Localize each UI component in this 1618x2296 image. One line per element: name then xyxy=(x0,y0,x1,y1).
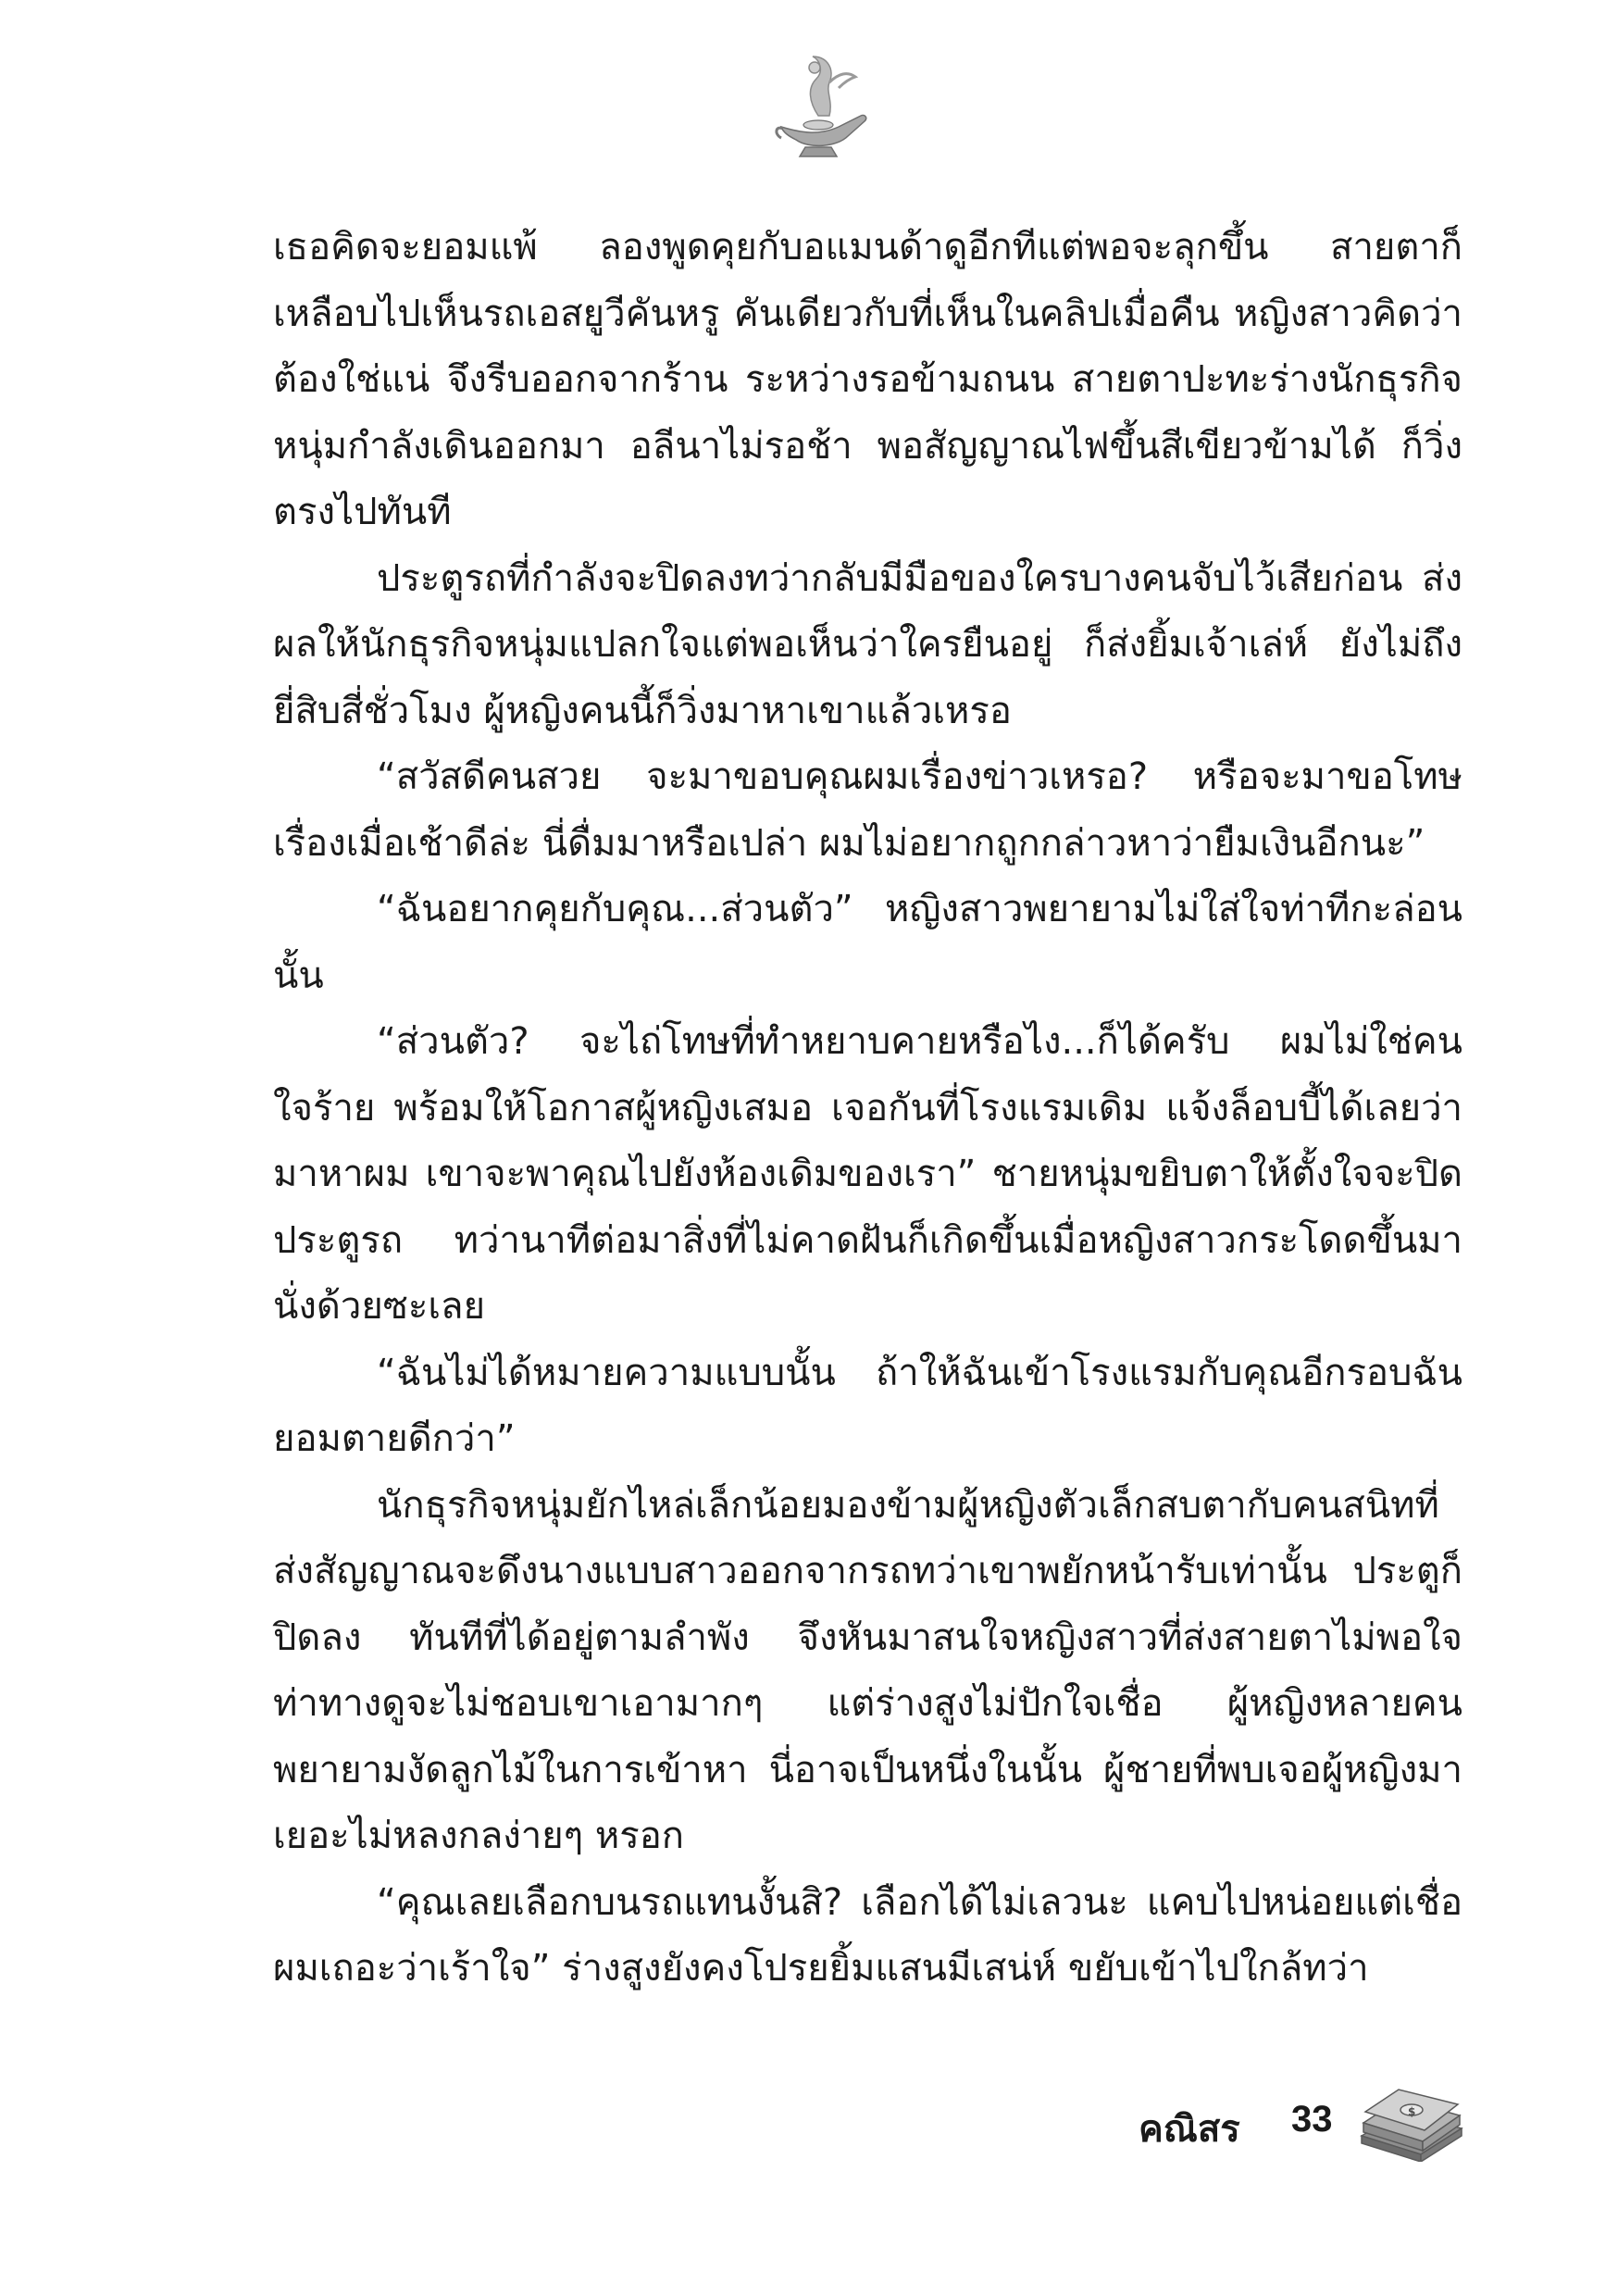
paragraph-1: เธอคิดจะยอมแพ้ ลองพูดคุยกับอแมนด้าดูอีกทีแต่พอจะลุกขึ้น สายตาก็เหลือบไปเห็นรถเอสยูวีคันหรู คันเดียวกับที่เห็นในคลิปเมื่อคืน หญิงสาวคิดว่าต้องใช่แน่ จึงรีบออกจากร้าน ระหว่างรอข้ามถนน สายตาปะทะร่างนักธุรกิจหนุ่มกำลังเดินออกมา อลีนาไม่รอช้า พอสัญญาณไฟขึ้นสีเขียวข้ามได้ ก็วิ่งตรงไปทันที xyxy=(273,226,1462,533)
money-stack-icon xyxy=(1356,2088,1465,2162)
genie-lamp-icon xyxy=(772,51,874,167)
svg-text:$: $ xyxy=(1408,2105,1416,2118)
paragraph-2: ประตูรถที่กำลังจะปิดลงทว่ากลับมีมือของใครบางคนจับไว้เสียก่อน ส่งผลให้นักธุรกิจหนุ่มแปลกใจแต่พอเห็นว่าใครยืนอยู่ ก็ส่งยิ้มเจ้าเล่ห์ ยังไม่ถึงยี่สิบสี่ชั่วโมง ผู้หญิงคนนี้ก็วิ่งมาหาเขาแล้วเหรอ xyxy=(273,556,1462,732)
body-text xyxy=(273,215,1462,2003)
paragraph-8: “คุณเลยเลือกบนรถแทนงั้นสิ? เลือกได้ไม่เลวนะ แคบไปหน่อยแต่เชื่อผมเถอะว่าเร้าใจ” ร่างสูงยังคงโปรยยิ้มแสนมีเสน่ห์ ขยับเข้าไปใกล้ทว่า xyxy=(273,1880,1462,1990)
page-number: 33 xyxy=(1291,2099,1333,2140)
paragraph-5: “ส่วนตัว? จะไถ่โทษที่ทำหยาบคายหรือไง...ก็ได้ครับ ผมไม่ใช่คนใจร้าย พร้อมให้โอกาสผู้หญิงเสมอ เจอกันที่โรงแรมเดิม แจ้งล็อบบี้ได้เลยว่ามาหาผม เขาจะพาคุณไปยังห้องเดิมของเรา” ชายหนุ่มขยิบตาให้ตั้งใจจะปิดประตูรถ ทว่านาทีต่อมาสิ่งที่ไม่คาดฝันก็เกิดขึ้นเมื่อหญิงสาวกระโดดขึ้นมานั่งด้วยซะเลย xyxy=(273,1020,1462,1328)
paragraph-4: “ฉันอยากคุยกับคุณ...ส่วนตัว” หญิงสาวพยายามไม่ใส่ใจท่าทีกะล่อนนั้น xyxy=(273,888,1462,997)
page-footer xyxy=(1139,2088,1490,2162)
paragraph-6: “ฉันไม่ได้หมายความแบบนั้น ถ้าให้ฉันเข้าโรงแรมกับคุณอีกรอบฉันยอมตายดีกว่า” xyxy=(273,1351,1462,1460)
paragraph-3: “สวัสดีคนสวย จะมาขอบคุณผมเรื่องข่าวเหรอ? หรือจะมาขอโทษเรื่องเมื่อเช้าดีล่ะ นี่ดื่มมาหรือเปล่า ผมไม่อยากถูกกล่าวหาว่ายืมเงินอีกนะ” xyxy=(273,755,1462,865)
author-name: คณิสร xyxy=(1139,2109,1240,2150)
paragraph-7: นักธุรกิจหนุ่มยักไหล่เล็กน้อยมองข้ามผู้หญิงตัวเล็กสบตากับคนสนิทที่ส่งสัญญาณจะดึงนางแบบสาวออกจากรถทว่าเขาพยักหน้ารับเท่านั้น ประตูก็ปิดลง ทันทีที่ได้อยู่ตามลำพัง จึงหันมาสนใจหญิงสาวที่ส่งสายตาไม่พอใจ ท่าทางดูจะไม่ชอบเขาเอามากๆ แต่ร่างสูงไม่ปักใจเชื่อ ผู้หญิงหลายคนพยายามงัดลูกไม้ในการเข้าหา นี่อาจเป็นหนึ่งในนั้น ผู้ชายที่พบเจอผู้หญิงมาเยอะไม่หลงกลง่ายๆ หรอก xyxy=(273,1483,1462,1857)
